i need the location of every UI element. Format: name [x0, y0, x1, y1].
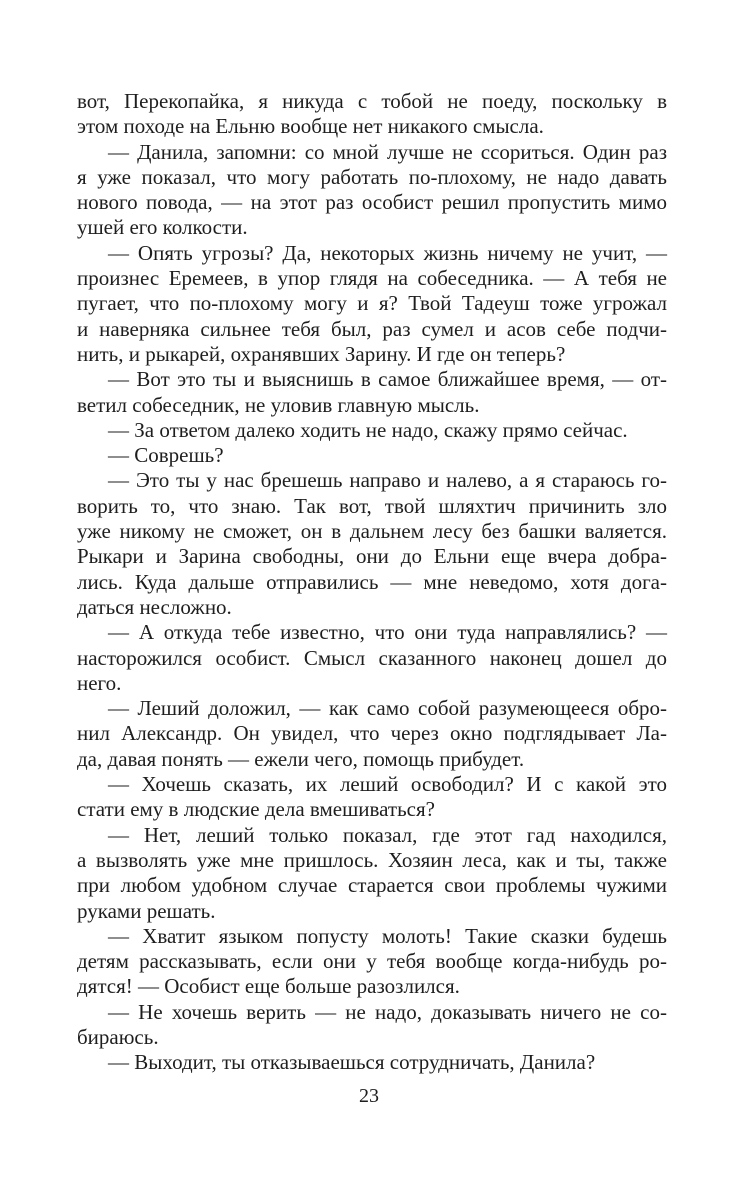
text-line: — А откуда тебе известно, что они туда направлялись? — — [108, 620, 667, 645]
text-line: да, давая понять — ежели чего, помощь прибудет. — [77, 746, 525, 771]
text-line: — Вот это ты и выяснишь в самое ближайшее время, — от- — [108, 367, 667, 392]
text-line: него. — [77, 670, 122, 695]
text-line: даться несложно. — [77, 594, 232, 619]
text-line: ворить то, что знаю. Так вот, твой шляхтич причинить зло — [77, 493, 667, 518]
page-number: 23 — [359, 1085, 379, 1107]
text-line: насторожился особист. Смысл сказанного наконец дошел до — [77, 645, 667, 670]
text-line: а вызволять уже мне пришлось. Хозяин леса, как и ты, также — [77, 847, 667, 872]
text-line: бираюсь. — [77, 1024, 159, 1049]
text-line: детям рассказывать, если они у тебя вообще когда-нибудь ро- — [77, 949, 667, 974]
text-line: лись. Куда дальше отправились — мне неведомо, хотя дога- — [77, 569, 667, 594]
text-line: ушей его колкости. — [77, 215, 248, 240]
text-line: Рыкари и Зарина свободны, они до Ельни еще вчера добра- — [77, 544, 667, 569]
text-line: я уже показал, что могу работать по-плохому, не надо давать — [77, 164, 667, 189]
text-line: — Не хочешь верить — не надо, доказывать ничего не со- — [108, 999, 667, 1024]
text-line: — Опять угрозы? Да, некоторых жизнь ничему не учит, — — [108, 240, 667, 265]
text-line: уже никому не сможет, он в дальнем лесу без башки валяется. — [77, 519, 667, 544]
text-line: этом походе на Ельню вообще нет никакого смысла. — [77, 114, 544, 139]
text-line: нил Александр. Он увидел, что через окно подглядывает Ла- — [77, 721, 667, 746]
text-line: — За ответом далеко ходить не надо, скажу прямо сейчас. — [108, 417, 628, 442]
text-line: вот, Перекопайка, я никуда с тобой не поеду, поскольку в — [77, 89, 667, 113]
text-line: нового повода, — на этот раз особист решил пропустить мимо — [77, 190, 667, 215]
text-line: — Данила, запомни: со мной лучше не ссориться. Один раз — [108, 139, 667, 164]
text-line: при любом удобном случае старается свои проблемы чужими — [77, 873, 667, 898]
text-line: — Хочешь сказать, их леший освободил? И с какой это — [108, 772, 667, 797]
body-text — [77, 89, 667, 1076]
text-line: нить, и рыкарей, охранявших Зарину. И где он теперь? — [77, 341, 566, 366]
text-line: ветил собеседник, не уловив главную мысль. — [77, 392, 480, 417]
text-line: дятся! — Особист еще больше разозлился. — [77, 974, 460, 999]
text-line: — Нет, леший только показал, где этот гад находился, — [108, 822, 667, 847]
text-line: и наверняка сильнее тебя был, раз сумел и асов себе подчи- — [77, 316, 667, 341]
text-line: — Соврешь? — [108, 443, 224, 468]
text-line: руками решать. — [77, 898, 216, 923]
text-line: произнес Еремеев, в упор глядя на собеседника. — А тебя не — [77, 266, 667, 291]
text-line: — Выходит, ты отказываешься сотрудничать, Данила? — [108, 1050, 596, 1075]
text-line: — Хватит языком попусту молоть! Такие сказки будешь — [108, 923, 667, 948]
text-line: — Это ты у нас брешешь направо и налево, а я стараюсь го- — [108, 468, 667, 493]
text-line: пугает, что по-плохому могу и я? Твой Тадеуш тоже угрожал — [77, 291, 667, 316]
text-line: — Леший доложил, — как само собой разумеющееся обро- — [108, 696, 667, 721]
text-line: стати ему в людские дела вмешиваться? — [77, 797, 435, 822]
